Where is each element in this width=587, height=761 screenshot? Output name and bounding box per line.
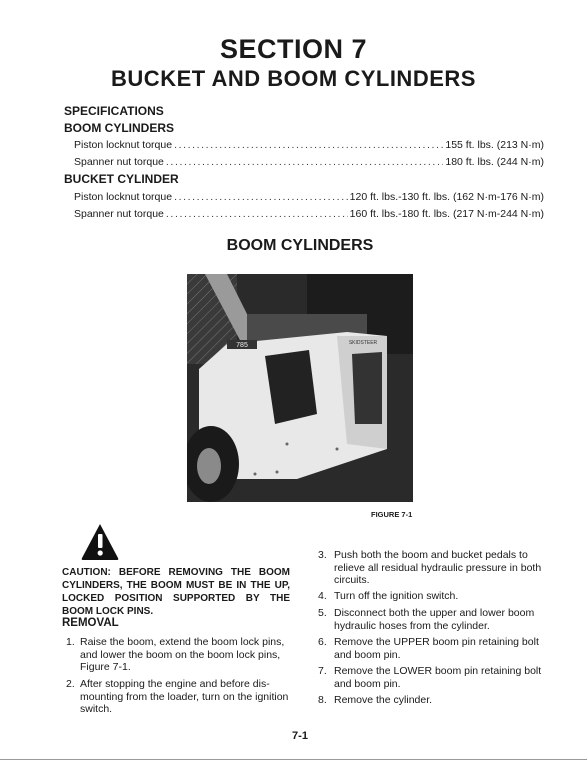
spec-value: 160 ft. lbs.-180 ft. lbs. (217 N·m-244 N·m) <box>349 208 544 220</box>
step-6 <box>318 636 544 664</box>
page-number: 7-1 <box>292 730 308 742</box>
step-text: Raise the boom, extend the boom lock pins, and lower the boom on the boom lock pins, Figure 7-1. <box>80 636 285 673</box>
spec-value: 155 ft. lbs. (213 N·m) <box>445 139 544 151</box>
boom-cylinders-heading: BOOM CYLINDERS <box>226 237 374 254</box>
section-title: SECTION 7 <box>219 34 368 64</box>
dot-leader <box>166 156 443 168</box>
step-number: 6. <box>318 636 327 648</box>
loader-illustration <box>187 274 413 502</box>
spec-row-boom-spanner-nut <box>74 156 544 168</box>
bottom-divider <box>0 759 587 760</box>
step-number: 1. <box>66 636 75 648</box>
spec-label: Piston locknut torque <box>74 139 173 151</box>
step-text: After stopping the engine and before dis-mounting from the loader, turn on the ignition switch. <box>80 678 289 715</box>
spec-row-bucket-spanner-nut <box>74 208 544 220</box>
chapter-title: BUCKET AND BOOM CYLINDERS <box>111 66 476 91</box>
spec-label: Spanner nut torque <box>74 208 164 220</box>
spec-label: Spanner nut torque <box>74 156 164 168</box>
dot-leader <box>174 139 443 151</box>
step-text: Disconnect both the upper and lower boom hydraulic hoses from the cylinder. <box>334 607 535 632</box>
figure-caption: FIGURE 7-1 <box>371 510 413 519</box>
step-number: 5. <box>318 607 327 619</box>
dot-leader <box>174 191 348 203</box>
step-number: 7. <box>318 665 327 677</box>
spec-row-bucket-piston-locknut <box>74 191 544 203</box>
step-text: Turn off the ignition switch. <box>334 590 459 602</box>
step-number: 3. <box>318 549 327 561</box>
spec-label: Piston locknut torque <box>74 191 173 203</box>
specifications-heading: SPECIFICATIONS <box>64 104 164 118</box>
warning-icon <box>80 522 120 567</box>
removal-heading: REMOVAL <box>62 617 119 629</box>
step-5 <box>318 607 544 635</box>
step-4 <box>318 590 544 604</box>
model-badge-text: 785 <box>236 342 248 349</box>
brand-decal: SKIDSTEER <box>348 340 378 346</box>
step-8 <box>318 694 544 708</box>
step-text: Remove the UPPER boom pin retaining bolt and boom pin. <box>334 636 539 661</box>
step-7 <box>318 665 544 693</box>
step-3 <box>318 549 544 589</box>
spec-value: 120 ft. lbs.-130 ft. lbs. (162 N·m-176 N·m) <box>349 191 544 203</box>
figure-loader-photo <box>187 274 413 502</box>
step-1 <box>66 636 290 676</box>
caution-text: CAUTION: BEFORE REMOVING THE BOOM CYLINDERS, THE BOOM MUST BE IN THE UP, LOCKED POSITION SUPPORTED BY THE BOOM LOCK PINS. <box>62 567 290 617</box>
boom-cylinders-spec-heading: BOOM CYLINDERS <box>64 121 175 135</box>
step-number: 8. <box>318 694 327 706</box>
step-text: Remove the LOWER boom pin retaining bolt and boom pin. <box>334 665 542 690</box>
spec-value: 180 ft. lbs. (244 N·m) <box>445 156 544 168</box>
step-text: Remove the cylinder. <box>334 694 433 706</box>
spec-row-boom-piston-locknut <box>74 139 544 151</box>
step-number: 4. <box>318 590 327 602</box>
step-text: Push both the boom and bucket pedals to relieve all residual hydraulic pressure in both circuits. <box>334 549 542 586</box>
bucket-cylinder-spec-heading: BUCKET CYLINDER <box>64 172 179 186</box>
dot-leader <box>166 208 348 220</box>
step-number: 2. <box>66 678 75 690</box>
step-2 <box>66 678 290 718</box>
